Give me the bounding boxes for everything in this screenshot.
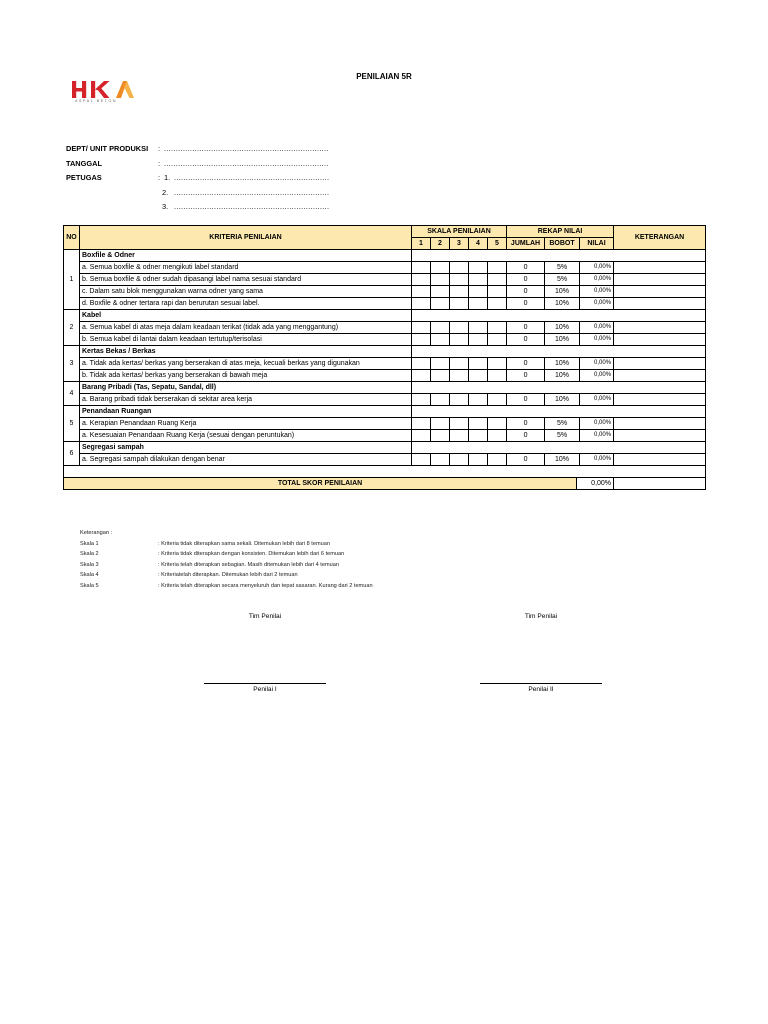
scale-cell-3[interactable]	[450, 298, 469, 310]
scale-cell-4[interactable]	[469, 262, 488, 274]
notes-title: Keterangan :	[80, 530, 113, 536]
criteria-row	[64, 454, 706, 466]
category-title: Segregasi sampah	[80, 442, 412, 454]
scale-cell-4[interactable]	[469, 394, 488, 406]
assessment-table	[63, 225, 706, 490]
criteria-row	[64, 298, 706, 310]
scale-cell-2[interactable]	[431, 394, 450, 406]
total-row	[64, 478, 706, 490]
keterangan-cell[interactable]	[614, 298, 706, 310]
criteria-text: a. Semua boxfile & odner mengikuti label standard	[80, 262, 412, 274]
scale-cell-3[interactable]	[450, 454, 469, 466]
jumlah-cell: 0	[507, 298, 545, 310]
criteria-row	[64, 430, 706, 442]
jumlah-cell: 0	[507, 358, 545, 370]
scale-cell-3[interactable]	[450, 394, 469, 406]
scale-cell-1[interactable]	[412, 334, 431, 346]
scale-cell-1[interactable]	[412, 286, 431, 298]
scale-cell-1[interactable]	[412, 274, 431, 286]
jumlah-cell: 0	[507, 322, 545, 334]
scale-cell-2[interactable]	[431, 274, 450, 286]
criteria-text: b. Semua kabel di lantai dalam keadaan tertutup/terisolasi	[80, 334, 412, 346]
nilai-cell: 0,00%	[580, 454, 614, 466]
category-row	[64, 406, 706, 418]
criteria-row	[64, 274, 706, 286]
nilai-cell: 0,00%	[580, 394, 614, 406]
sign-left-name: Penilai I	[253, 686, 277, 693]
scale-cell-3[interactable]	[450, 430, 469, 442]
criteria-text: a. Barang pribadi tidak berserakan di sekitar area kerja	[80, 394, 412, 406]
header-skala-1: 1	[412, 238, 431, 250]
criteria-row	[64, 334, 706, 346]
scale-cell-3[interactable]	[450, 334, 469, 346]
row-number: 3	[64, 346, 80, 382]
note-scale: Skala 3	[80, 561, 99, 568]
company-logo	[70, 78, 136, 108]
tanggal-label: TANGGAL	[66, 158, 102, 168]
header-skala-2: 2	[431, 238, 450, 250]
keterangan-cell[interactable]	[614, 394, 706, 406]
keterangan-cell[interactable]	[614, 286, 706, 298]
sign-right-line	[480, 683, 602, 684]
bobot-cell: 10%	[545, 334, 580, 346]
scale-cell-5[interactable]	[488, 394, 507, 406]
scale-cell-2[interactable]	[431, 430, 450, 442]
scale-cell-2[interactable]	[431, 298, 450, 310]
nilai-cell: 0,00%	[580, 358, 614, 370]
spacer-row	[64, 466, 706, 478]
criteria-row	[64, 418, 706, 430]
scale-cell-4[interactable]	[469, 274, 488, 286]
bobot-cell: 5%	[545, 430, 580, 442]
scale-cell-5[interactable]	[488, 322, 507, 334]
nilai-cell: 0,00%	[580, 274, 614, 286]
note-scale: Skala 4	[80, 572, 99, 578]
note-desc: : Kriteria tidak diterapkan sama sekali. Ditemukan lebih dari 8 temuan	[158, 540, 330, 547]
header-no: NO	[64, 226, 80, 250]
sign-right-title: Tim Penilai	[524, 613, 558, 620]
header-skala: SKALA PENILAIAN	[412, 226, 507, 238]
petugas-field-3[interactable]: ..................................................................	[174, 202, 330, 211]
total-value: 0,00%	[576, 478, 613, 489]
scale-cell-2[interactable]	[431, 322, 450, 334]
keterangan-cell[interactable]	[614, 454, 706, 466]
scale-cell-4[interactable]	[469, 430, 488, 442]
category-row	[64, 310, 706, 322]
scale-cell-5[interactable]	[488, 262, 507, 274]
jumlah-cell: 0	[507, 418, 545, 430]
scale-cell-1[interactable]	[412, 262, 431, 274]
header-skala-3: 3	[450, 238, 469, 250]
scale-cell-5[interactable]	[488, 274, 507, 286]
header-keterangan: KETERANGAN	[614, 226, 706, 250]
row-number: 1	[64, 250, 80, 310]
scale-cell-1[interactable]	[412, 358, 431, 370]
criteria-text: a. Segregasi sampah dilakukan dengan benar	[80, 454, 412, 466]
header-rekap: REKAP NILAI	[507, 226, 614, 238]
scale-cell-4[interactable]	[469, 286, 488, 298]
criteria-row	[64, 358, 706, 370]
keterangan-cell[interactable]	[614, 430, 706, 442]
nilai-cell: 0,00%	[580, 262, 614, 274]
keterangan-cell[interactable]	[614, 358, 706, 370]
scale-cell-2[interactable]	[431, 334, 450, 346]
scale-cell-5[interactable]	[488, 286, 507, 298]
scale-cell-4[interactable]	[469, 370, 488, 382]
nilai-cell: 0,00%	[580, 286, 614, 298]
jumlah-cell: 0	[507, 286, 545, 298]
bobot-cell: 10%	[545, 286, 580, 298]
petugas-field-1[interactable]: ..................................................................	[174, 173, 330, 182]
scale-cell-2[interactable]	[431, 454, 450, 466]
note-scale: Skala 1	[80, 540, 99, 547]
jumlah-cell: 0	[507, 334, 545, 346]
category-title: Penandaan Ruangan	[80, 406, 412, 418]
scale-cell-1[interactable]	[412, 298, 431, 310]
note-desc: : Kriteria tidak diterapkan dengan konsisten. Ditemukan lebih dari 6 temuan	[158, 551, 345, 557]
criteria-row	[64, 262, 706, 274]
bobot-cell: 10%	[545, 454, 580, 466]
keterangan-cell[interactable]	[614, 334, 706, 346]
note-scale: Skala 2	[80, 551, 99, 557]
row-number: 2	[64, 310, 80, 346]
sign-left-line	[204, 683, 326, 684]
criteria-row	[64, 322, 706, 334]
scale-cell-1[interactable]	[412, 454, 431, 466]
category-row	[64, 250, 706, 262]
logo-subtext: ASPAL BETON	[75, 99, 118, 103]
scale-cell-3[interactable]	[450, 322, 469, 334]
scale-cell-2[interactable]	[431, 286, 450, 298]
criteria-text: a. Semua kabel di atas meja dalam keadaan terikat (tidak ada yang menggantung)	[80, 322, 412, 334]
keterangan-cell[interactable]	[614, 418, 706, 430]
header-jumlah: JUMLAH	[507, 238, 545, 250]
jumlah-cell: 0	[507, 274, 545, 286]
scale-cell-1[interactable]	[412, 430, 431, 442]
jumlah-cell: 0	[507, 262, 545, 274]
bobot-cell: 10%	[545, 322, 580, 334]
category-row	[64, 442, 706, 454]
bobot-cell: 10%	[545, 370, 580, 382]
nilai-cell: 0,00%	[580, 430, 614, 442]
note-desc: : Kriteriatelah diterapkan. Ditemukan lebih dari 2 temuan	[158, 572, 298, 578]
sign-left-title: Tim Penilai	[248, 613, 282, 620]
nilai-cell: 0,00%	[580, 418, 614, 430]
tanggal-field[interactable]: ......................................................................	[164, 158, 329, 168]
header-bobot: BOBOT	[545, 238, 580, 250]
page-title: PENILAIAN 5R	[356, 72, 412, 81]
total-label: TOTAL SKOR PENILAIAN	[277, 480, 363, 487]
header-skala-4: 4	[469, 238, 488, 250]
scale-cell-1[interactable]	[412, 322, 431, 334]
note-scale: Skala 5	[80, 582, 99, 589]
header-skala-5: 5	[488, 238, 507, 250]
row-number: 4	[64, 382, 80, 406]
scale-cell-4[interactable]	[469, 454, 488, 466]
scale-cell-3[interactable]	[450, 370, 469, 382]
scale-cell-3[interactable]	[450, 262, 469, 274]
scale-cell-2[interactable]	[431, 370, 450, 382]
note-desc: : Kriteria telah diterapkan sebagian. Masih ditemukan lebih dari 4 temuan	[158, 561, 339, 568]
nilai-cell: 0,00%	[580, 298, 614, 310]
scale-cell-5[interactable]	[488, 418, 507, 430]
criteria-text: b. Tidak ada kertas/ berkas yang berserakan di bawah meja	[80, 370, 412, 382]
criteria-text: a. Kerapian Penandaan Ruang Kerja	[80, 418, 412, 430]
jumlah-cell: 0	[507, 430, 545, 442]
criteria-text: a. Kesesuaian Penandaan Ruang Kerja (sesuai dengan peruntukan)	[80, 430, 412, 442]
scale-cell-2[interactable]	[431, 262, 450, 274]
criteria-text: c. Dalam satu blok menggunakan warna odner yang sama	[80, 286, 412, 298]
scale-cell-4[interactable]	[469, 334, 488, 346]
category-row	[64, 382, 706, 394]
scale-cell-3[interactable]	[450, 418, 469, 430]
keterangan-cell[interactable]	[614, 322, 706, 334]
dept-field[interactable]: ......................................................................	[164, 144, 329, 153]
keterangan-cell[interactable]	[614, 262, 706, 274]
criteria-row	[64, 394, 706, 406]
jumlah-cell: 0	[507, 454, 545, 466]
header-kriteria: KRITERIA PENILAIAN	[80, 226, 412, 250]
scale-cell-3[interactable]	[450, 358, 469, 370]
nilai-cell: 0,00%	[580, 322, 614, 334]
category-row	[64, 346, 706, 358]
keterangan-cell[interactable]	[614, 370, 706, 382]
nilai-cell: 0,00%	[580, 334, 614, 346]
jumlah-cell: 0	[507, 394, 545, 406]
sign-right-name: Penilai II	[528, 686, 554, 693]
nilai-cell: 0,00%	[580, 370, 614, 382]
row-number: 5	[64, 406, 80, 442]
bobot-cell: 10%	[545, 394, 580, 406]
scale-cell-1[interactable]	[412, 370, 431, 382]
scale-cell-5[interactable]	[488, 334, 507, 346]
note-desc: : Kriteria telah diterapkan secara menyeluruh dan tepat sasaran. Kurang dari 2 temuan	[158, 582, 373, 589]
keterangan-cell[interactable]	[614, 274, 706, 286]
row-number: 6	[64, 442, 80, 466]
category-title: Kabel	[80, 310, 412, 322]
bobot-cell: 10%	[545, 358, 580, 370]
criteria-text: a. Tidak ada kertas/ berkas yang berserakan di atas meja, kecuali berkas yang digunakan	[80, 358, 412, 370]
category-title: Kertas Bekas / Berkas	[80, 346, 412, 358]
category-title: Barang Pribadi (Tas, Sepatu, Sandal, dll)	[80, 382, 412, 394]
scale-cell-5[interactable]	[488, 430, 507, 442]
scale-cell-5[interactable]	[488, 298, 507, 310]
jumlah-cell: 0	[507, 370, 545, 382]
criteria-text: b. Semua boxfile & odner sudah dipasangi label nama sesuai standard	[80, 274, 412, 286]
bobot-cell: 10%	[545, 298, 580, 310]
petugas-label: PETUGAS	[66, 173, 102, 182]
criteria-text: d. Boxfile & odner tertara rapi dan berurutan sesuai label.	[80, 298, 412, 310]
bobot-cell: 5%	[545, 418, 580, 430]
scale-cell-2[interactable]	[431, 418, 450, 430]
scale-cell-2[interactable]	[431, 358, 450, 370]
scale-cell-3[interactable]	[450, 286, 469, 298]
scale-cell-4[interactable]	[469, 418, 488, 430]
scale-cell-5[interactable]	[488, 454, 507, 466]
criteria-row	[64, 286, 706, 298]
scale-cell-4[interactable]	[469, 322, 488, 334]
scale-cell-4[interactable]	[469, 358, 488, 370]
scale-cell-3[interactable]	[450, 274, 469, 286]
bobot-cell: 5%	[545, 262, 580, 274]
scale-cell-1[interactable]	[412, 394, 431, 406]
scale-cell-5[interactable]	[488, 358, 507, 370]
dept-label: DEPT/ UNIT PRODUKSI	[66, 144, 149, 153]
criteria-row	[64, 370, 706, 382]
scale-cell-1[interactable]	[412, 418, 431, 430]
scale-cell-4[interactable]	[469, 298, 488, 310]
petugas-field-2[interactable]: ..................................................................	[174, 187, 330, 197]
scale-cell-5[interactable]	[488, 370, 507, 382]
category-title: Boxfile & Odner	[80, 250, 412, 262]
header-nilai: NILAI	[580, 238, 614, 250]
bobot-cell: 5%	[545, 274, 580, 286]
